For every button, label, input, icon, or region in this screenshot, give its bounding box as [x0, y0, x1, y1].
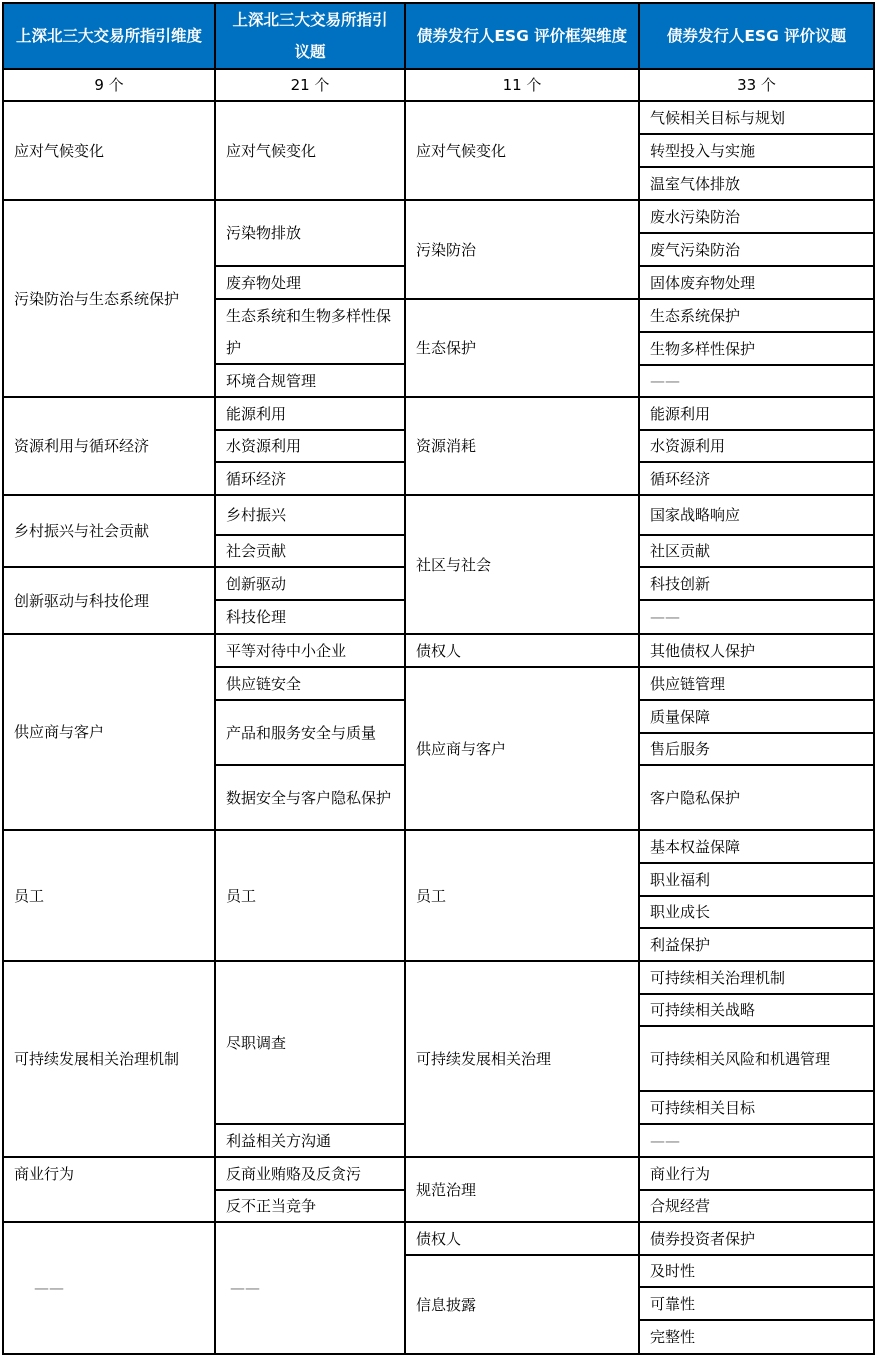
c4-cell: 客户隐私保护: [640, 766, 873, 831]
c4-cell: 可持续相关治理机制: [640, 962, 873, 995]
c2-cell: 反商业贿赂及反贪污: [216, 1158, 406, 1191]
c4-cell: 水资源利用: [640, 431, 873, 463]
c2-cell: 生态系统和生物多样性保护: [216, 300, 406, 365]
c1-cell: 乡村振兴与社会贡献: [4, 496, 216, 568]
c3-cell: 应对气候变化: [406, 102, 640, 201]
c3-cell: 资源消耗: [406, 398, 640, 496]
count-col4: 33 个: [640, 70, 873, 102]
count-col1: 9 个: [4, 70, 216, 102]
header-col1: 上深北三大交易所指引维度: [4, 4, 216, 70]
c1-cell: 创新驱动与科技伦理: [4, 568, 216, 635]
c2-cell: 废弃物处理: [216, 267, 406, 300]
c4-cell: 循环经济: [640, 463, 873, 496]
c2-cell: 供应链安全: [216, 668, 406, 701]
c4-cell: 可持续相关战略: [640, 995, 873, 1027]
c2-cell: 社会贡献: [216, 536, 406, 568]
c4-cell: 及时性: [640, 1256, 873, 1288]
header-col2: 上深北三大交易所指引议题: [216, 4, 406, 70]
c2-cell: 创新驱动: [216, 568, 406, 601]
c4-cell: 债券投资者保护: [640, 1223, 873, 1256]
c4-cell: 职业成长: [640, 897, 873, 929]
c4-cell: 供应链管理: [640, 668, 873, 701]
c2-cell: 水资源利用: [216, 431, 406, 463]
c2-cell: 产品和服务安全与质量: [216, 701, 406, 766]
header-col3: 债券发行人ESG 评价框架维度: [406, 4, 640, 70]
c4-dash: ——: [640, 366, 873, 398]
c2-dash: ——: [216, 1223, 406, 1353]
c4-cell: 能源利用: [640, 398, 873, 431]
c2-cell: 污染物排放: [216, 201, 406, 267]
c4-cell: 生态系统保护: [640, 300, 873, 333]
c4-cell: 完整性: [650, 1328, 696, 1346]
c3-cell: 员工: [406, 831, 640, 962]
c4-dash: ——: [640, 1125, 873, 1158]
c3-cell: 生态保护: [406, 300, 640, 398]
count-col2: 21 个: [216, 70, 406, 102]
c2-cell: 应对气候变化: [216, 102, 406, 201]
header-col4: 债券发行人ESG 评价议题: [640, 4, 873, 70]
c1-dash: ——: [4, 1223, 216, 1353]
c2-cell: 能源利用: [216, 398, 406, 431]
c2-cell: 反不正当竞争: [216, 1191, 406, 1223]
c3-cell: 供应商与客户: [406, 668, 640, 831]
c2-cell: 循环经济: [216, 463, 406, 496]
c1-cell: 应对气候变化: [4, 102, 216, 201]
c4-cell: 科技创新: [640, 568, 873, 601]
c4-cell: 国家战略响应: [640, 496, 873, 536]
c4-cell: 售后服务: [640, 734, 873, 766]
c2-cell: 科技伦理: [216, 601, 406, 635]
c3-cell: 信息披露: [406, 1256, 640, 1353]
c3-cell: 污染防治: [406, 201, 640, 300]
c4-cell: 废水污染防治: [640, 201, 873, 234]
c4-cell: 固体废弃物处理: [640, 267, 873, 300]
c4-dash: ——: [640, 601, 873, 635]
c1-cell: 员工: [4, 831, 216, 962]
c3-cell: 规范治理: [406, 1158, 640, 1223]
c2-cell: 利益相关方沟通: [216, 1125, 406, 1158]
c4-cell: 质量保障: [640, 701, 873, 734]
c2-cell: 尽职调查: [216, 962, 406, 1125]
c3-cell: 债权人: [406, 635, 640, 668]
c4-cell: 职业福利: [640, 864, 873, 897]
c2-cell: 数据安全与客户隐私保护: [216, 766, 406, 831]
c4-cell: 气候相关目标与规划: [640, 102, 873, 135]
c1-cell: 供应商与客户: [4, 635, 216, 831]
c1-cell: 污染防治与生态系统保护: [4, 201, 216, 398]
c4-cell: 合规经营: [640, 1191, 873, 1223]
c4-cell: 商业行为: [640, 1158, 873, 1191]
c1-cell: 商业行为: [4, 1158, 216, 1223]
c4-cell: 转型投入与实施: [640, 135, 873, 168]
c2-cell: 员工: [216, 831, 406, 962]
c4-cell: 废气污染防治: [640, 234, 873, 267]
c4-cell: 其他债权人保护: [640, 635, 873, 668]
c4-cell: 基本权益保障: [640, 831, 873, 864]
c3-cell: 社区与社会: [406, 496, 640, 635]
c1-cell: 可持续发展相关治理机制: [4, 962, 216, 1158]
c3-cell: 可持续发展相关治理: [406, 962, 640, 1158]
c2-cell: 平等对待中小企业: [216, 635, 406, 668]
c1-cell: 资源利用与循环经济: [4, 398, 216, 496]
c4-cell: 可持续相关风险和机遇管理: [640, 1027, 873, 1092]
c4-cell: 社区贡献: [640, 536, 873, 568]
c4-cell: 生物多样性保护: [640, 333, 873, 366]
c4-cell: 可靠性: [640, 1288, 873, 1321]
c4-cell: 可持续相关目标: [640, 1092, 873, 1125]
c4-cell: 利益保护: [640, 929, 873, 962]
count-col3: 11 个: [406, 70, 640, 102]
c4-cell: 温室气体排放: [640, 168, 873, 201]
c3-cell: 债权人: [406, 1223, 640, 1256]
esg-comparison-table: [2, 2, 875, 1355]
c2-cell: 环境合规管理: [216, 365, 406, 398]
c2-cell: 乡村振兴: [216, 496, 406, 536]
